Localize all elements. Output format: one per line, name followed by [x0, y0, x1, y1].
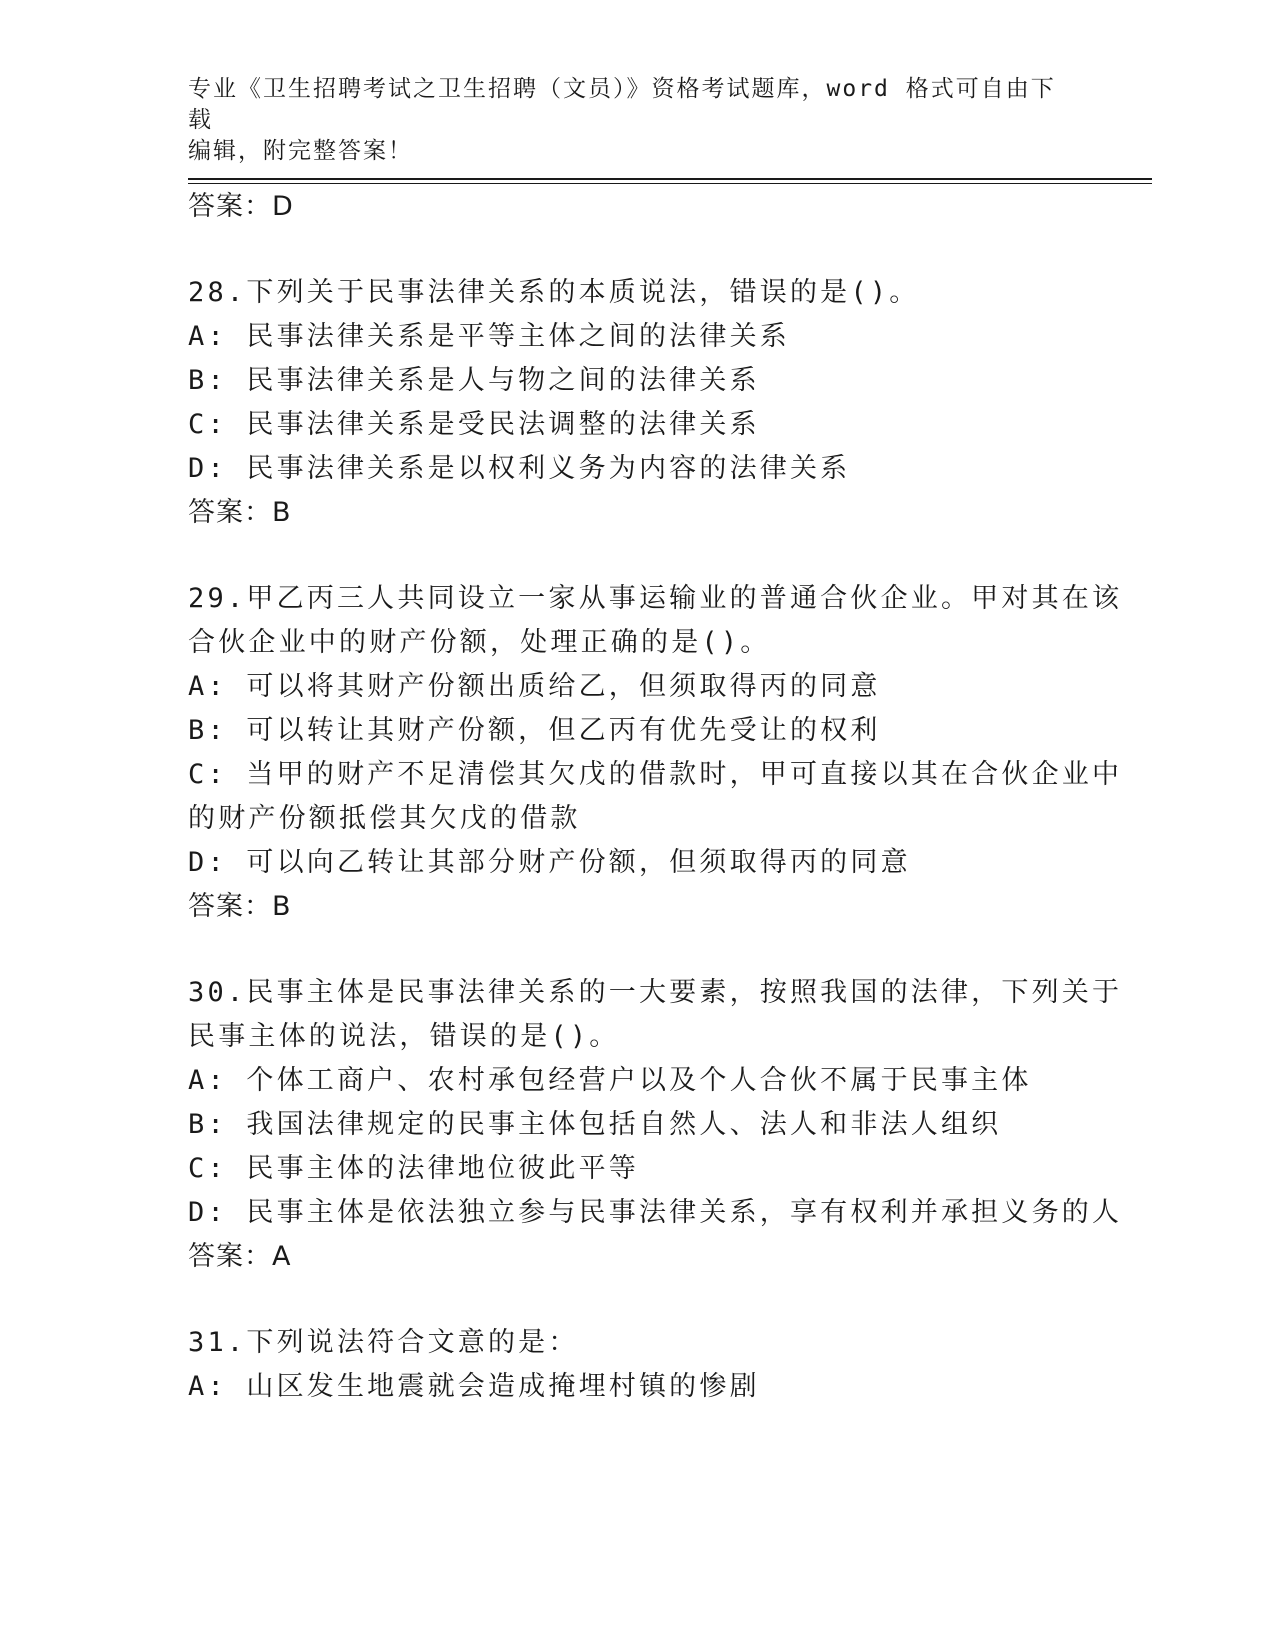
question-30-stem-line-1: 30.民事主体是民事法律关系的一大要素，按照我国的法律，下列关于 — [188, 977, 1123, 1008]
question-28-answer: 答案：B — [188, 497, 292, 528]
question-30-option-c: C: 民事主体的法律地位彼此平等 — [188, 1153, 639, 1184]
question-28-stem: 28.下列关于民事法律关系的本质说法，错误的是()。 — [188, 277, 920, 308]
question-30-stem-line-2: 民事主体的说法，错误的是()。 — [188, 1021, 620, 1052]
question-28-option-b: B: 民事法律关系是人与物之间的法律关系 — [188, 365, 760, 396]
answer-previous: 答案：D — [188, 191, 294, 222]
header-divider-thin — [188, 183, 1152, 184]
page-header — [188, 74, 1068, 167]
header-line-2: 编辑，附完整答案！ — [188, 138, 413, 164]
question-29-answer: 答案：B — [188, 891, 292, 922]
header-line-1: 专业《卫生招聘考试之卫生招聘（文员）》资格考试题库，word 格式可自由下载 — [188, 76, 1056, 133]
question-31-stem: 31.下列说法符合文意的是： — [188, 1327, 579, 1358]
question-28-option-a: A: 民事法律关系是平等主体之间的法律关系 — [188, 321, 790, 352]
question-29-option-c-line-1: C: 当甲的财产不足清偿其欠戊的借款时，甲可直接以其在合伙企业中 — [188, 759, 1123, 790]
question-29-option-d: D: 可以向乙转让其部分财产份额，但须取得丙的同意 — [188, 847, 911, 878]
question-29-option-c-line-2: 的财产份额抵偿其欠戊的借款 — [188, 803, 581, 834]
question-31-option-a: A: 山区发生地震就会造成掩埋村镇的惨剧 — [188, 1371, 760, 1402]
question-30-answer: 答案：A — [188, 1241, 292, 1272]
question-30-option-a: A: 个体工商户、农村承包经营户以及个人合伙不属于民事主体 — [188, 1065, 1032, 1096]
question-29-option-b: B: 可以转让其财产份额，但乙丙有优先受让的权利 — [188, 715, 881, 746]
question-30-option-d: D: 民事主体是依法独立参与民事法律关系，享有权利并承担义务的人 — [188, 1197, 1123, 1228]
header-divider-thick — [188, 178, 1152, 180]
question-28-option-c: C: 民事法律关系是受民法调整的法律关系 — [188, 409, 760, 440]
question-29-option-a: A: 可以将其财产份额出质给乙，但须取得丙的同意 — [188, 671, 881, 702]
question-30-option-b: B: 我国法律规定的民事主体包括自然人、法人和非法人组织 — [188, 1109, 1002, 1140]
question-29-stem-line-1: 29.甲乙丙三人共同设立一家从事运输业的普通合伙企业。甲对其在该 — [188, 583, 1123, 614]
question-28-option-d: D: 民事法律关系是以权利义务为内容的法律关系 — [188, 453, 851, 484]
question-29-stem-line-2: 合伙企业中的财产份额，处理正确的是()。 — [188, 627, 771, 658]
